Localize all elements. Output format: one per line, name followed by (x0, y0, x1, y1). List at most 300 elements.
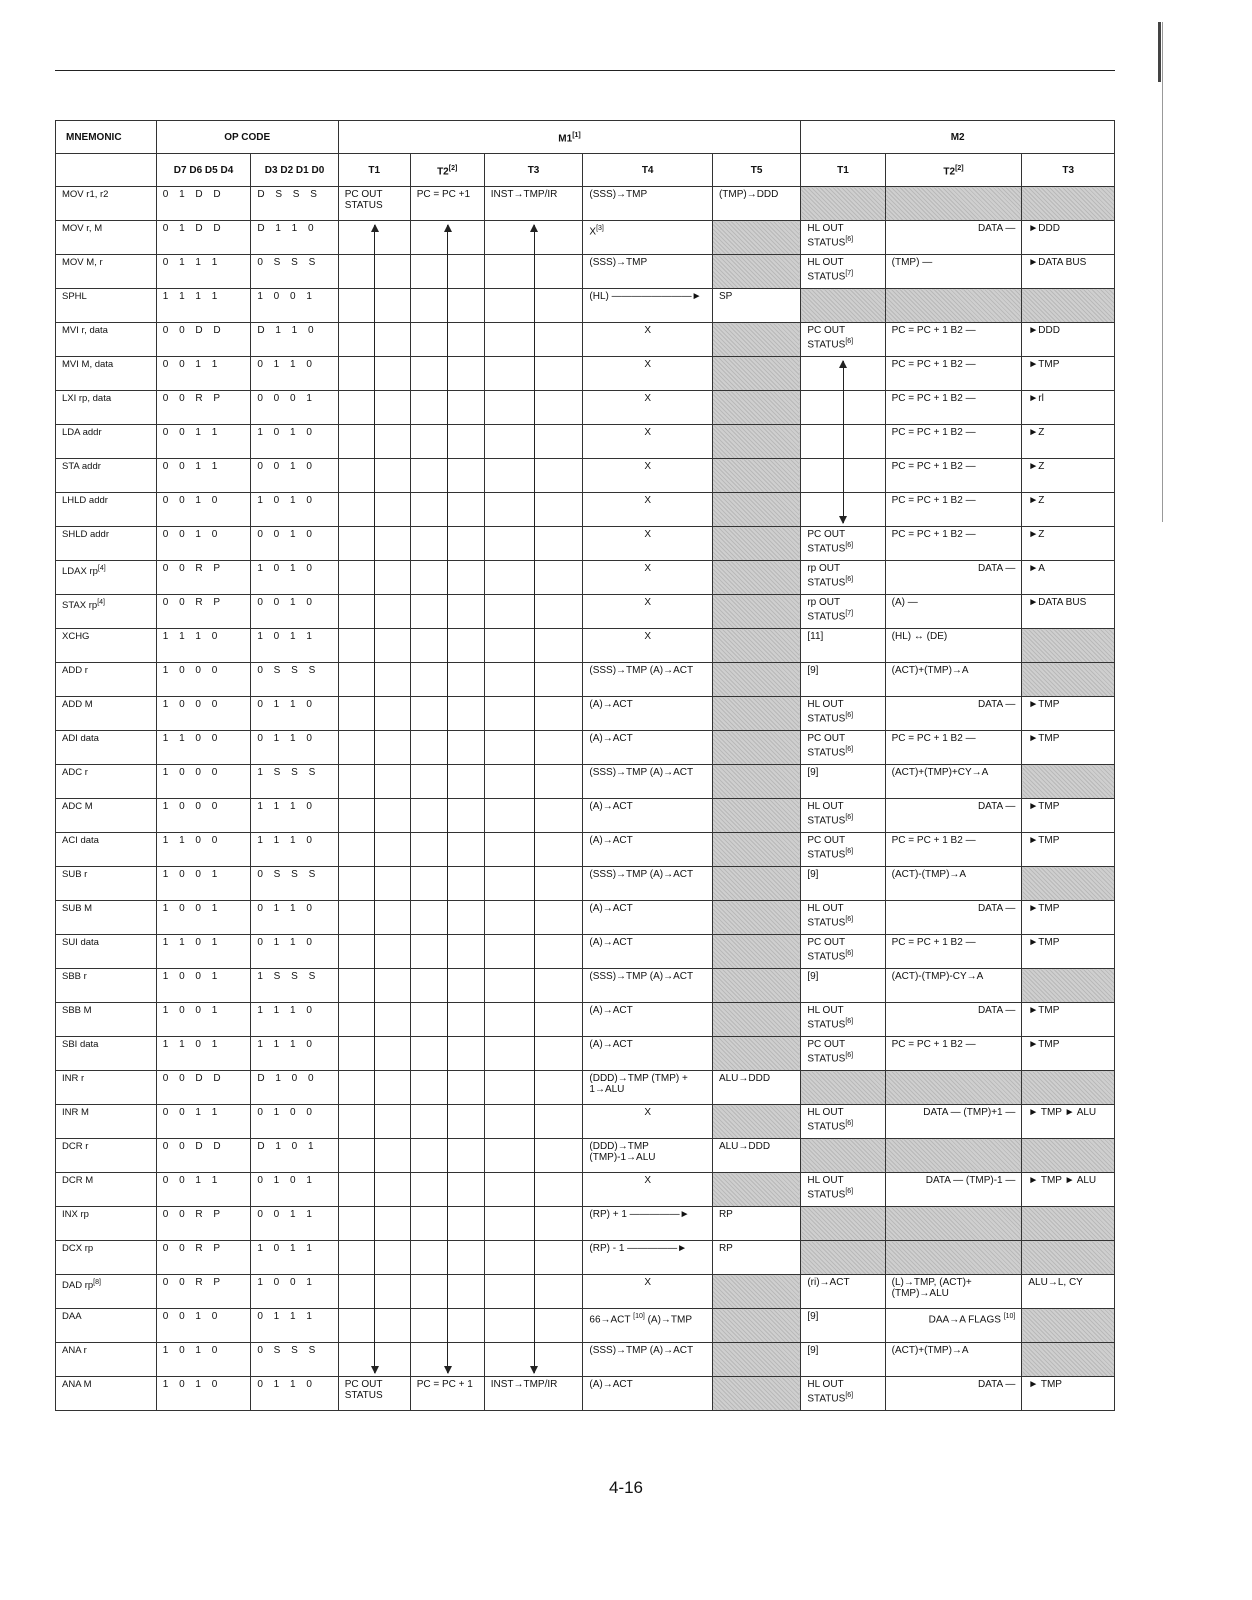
mnemonic-cell: LDAX rp[4] (56, 561, 157, 595)
m2-t3-cell: ►TMP (1022, 935, 1115, 969)
m2-t1-cell: rp OUT STATUS[7] (801, 595, 885, 629)
m2-t2-cell (885, 187, 1022, 221)
m2-t2-cell: DATA — (885, 221, 1022, 255)
table-row (56, 799, 1115, 833)
m1-t5-cell (712, 1309, 800, 1343)
table-row (56, 255, 1115, 289)
mnemonic-cell: LHLD addr (56, 493, 157, 527)
m2-t1-cell: PC OUT STATUS[6] (801, 527, 885, 561)
opcode-lo-cell: 1 0 0 1 (251, 289, 338, 323)
table-row (56, 1207, 1115, 1241)
opcode-hi-cell: 0 0 1 0 (156, 493, 251, 527)
m1-t5-cell (712, 595, 800, 629)
m2-t1-cell: HL OUT STATUS[7] (801, 255, 885, 289)
instruction-rows (56, 187, 1115, 1411)
opcode-lo-cell: D 1 0 1 (251, 1139, 338, 1173)
opcode-hi-cell: 0 0 1 1 (156, 1105, 251, 1139)
m2-header (801, 121, 1115, 154)
m1-t5-cell (712, 697, 800, 731)
table-row (56, 187, 1115, 221)
opcode-header (156, 121, 338, 154)
mnemonic-cell: STA addr (56, 459, 157, 493)
m1-t4-cell: 66→ACT [10] (A)→TMP (583, 1309, 713, 1343)
m2-t3-cell: ► TMP (1022, 1377, 1115, 1411)
table-row (56, 1139, 1115, 1173)
m1-note: [1] (572, 131, 581, 139)
m2-t1-cell: [9] (801, 867, 885, 901)
m2-t2-cell (885, 1071, 1022, 1105)
m1-t4-cell: (SSS)→TMP (583, 255, 713, 289)
m2-t3-cell (1022, 1309, 1115, 1343)
m1-t2-header (410, 154, 484, 187)
table-row (56, 391, 1115, 425)
table-row (56, 425, 1115, 459)
mnemonic-cell: ACI data (56, 833, 157, 867)
table-row (56, 867, 1115, 901)
m1-t5-header: T5 (712, 154, 800, 187)
m1-t5-cell (712, 731, 800, 765)
mnemonic-cell: SUI data (56, 935, 157, 969)
opcode-hi-cell: 0 0 R P (156, 595, 251, 629)
opcode-lo-cell: 1 0 1 0 (251, 561, 338, 595)
m1-t5-cell: ALU→DDD (712, 1139, 800, 1173)
m2-t2-note: [2] (955, 164, 964, 172)
m1-t5-cell: (TMP)→DDD (712, 187, 800, 221)
opcode-hi-cell: 1 0 0 0 (156, 799, 251, 833)
table-row (56, 731, 1115, 765)
table-row (56, 765, 1115, 799)
m2-t1-cell (801, 187, 885, 221)
table-row (56, 833, 1115, 867)
m1-t4-cell: X (583, 425, 713, 459)
m2-t3-cell: ►TMP (1022, 697, 1115, 731)
opcode-lo-cell: 0 S S S (251, 1343, 338, 1377)
mnemonic-cell: INX rp (56, 1207, 157, 1241)
opcode-lo-cell: D 1 1 0 (251, 221, 338, 255)
m1-t5-cell (712, 1275, 800, 1309)
m1-t4-cell: (A)→ACT (583, 901, 713, 935)
table-row (56, 1343, 1115, 1377)
mnemonic-cell: DCX rp (56, 1241, 157, 1275)
m1-t5-cell (712, 527, 800, 561)
m2-t1-cell: HL OUT STATUS[6] (801, 221, 885, 255)
opcode-hi-cell: 1 1 1 1 (156, 289, 251, 323)
opcode-lo-cell: 0 1 1 1 (251, 1309, 338, 1343)
mnemonic-cell: ADI data (56, 731, 157, 765)
m2-t2-cell: (ACT)+(TMP)→A (885, 1343, 1022, 1377)
m1-t4-cell: (A)→ACT (583, 697, 713, 731)
opcode-lo-cell: 0 1 0 0 (251, 1105, 338, 1139)
opcode-lo-cell: 0 1 1 0 (251, 357, 338, 391)
m2-t3-cell: ►TMP (1022, 731, 1115, 765)
opcode-lo-cell: 1 1 1 0 (251, 1037, 338, 1071)
opcode-lo-cell: 1 1 1 0 (251, 799, 338, 833)
opcode-lo-cell: 1 0 1 1 (251, 629, 338, 663)
m1-t5-cell (712, 833, 800, 867)
opcode-hi-cell: 0 0 R P (156, 391, 251, 425)
opcode-hi-cell: 1 1 0 1 (156, 935, 251, 969)
m2-t1-cell (801, 289, 885, 323)
opcode-hi-cell: 0 0 1 1 (156, 1173, 251, 1207)
m2-t1-cell: HL OUT STATUS[6] (801, 1173, 885, 1207)
opcode-hi-cell: 1 1 0 0 (156, 833, 251, 867)
table-row (56, 1003, 1115, 1037)
m1-t4-cell: (SSS)→TMP (A)→ACT (583, 969, 713, 1003)
m2-header-label: M2 (950, 131, 965, 143)
m2-t2-cell (885, 1241, 1022, 1275)
m1-t5-cell (712, 867, 800, 901)
m2-t1-cell: [9] (801, 663, 885, 697)
m1-t1-header: T1 (338, 154, 410, 187)
m2-t2-cell: DATA — (TMP)-1 — (885, 1173, 1022, 1207)
m2-t1-cell: PC OUT STATUS[6] (801, 935, 885, 969)
m2-t1-cell: rp OUT STATUS[6] (801, 561, 885, 595)
opcode-hi-cell: 1 0 0 1 (156, 901, 251, 935)
m1-t5-cell (712, 561, 800, 595)
m2-t3-cell: ►Z (1022, 527, 1115, 561)
mnemonic-cell: DCR r (56, 1139, 157, 1173)
m1-t4-cell: (DDD)→TMP (TMP) + 1→ALU (583, 1071, 713, 1105)
m2-t3-cell: ►TMP (1022, 1037, 1115, 1071)
m2-t3-cell: ►DDD (1022, 221, 1115, 255)
opcode-lo-cell: 1 1 1 0 (251, 833, 338, 867)
mnemonic-cell: MOV r1, r2 (56, 187, 157, 221)
m2-t1-cell: HL OUT STATUS[6] (801, 799, 885, 833)
mnemonic-cell: LDA addr (56, 425, 157, 459)
mnemonic-cell: INR r (56, 1071, 157, 1105)
table-row (56, 663, 1115, 697)
opcode-lo-cell: 0 S S S (251, 255, 338, 289)
m1-t4-cell: X (583, 357, 713, 391)
table-row (56, 493, 1115, 527)
m2-t1-cell: PC OUT STATUS[6] (801, 323, 885, 357)
opcode-hi-cell: 1 1 0 1 (156, 1037, 251, 1071)
mnemonic-cell: STAX rp[4] (56, 595, 157, 629)
mnemonic-cell: MOV r, M (56, 221, 157, 255)
mnemonic-cell: DAD rp[8] (56, 1275, 157, 1309)
mnemonic-cell: SBI data (56, 1037, 157, 1071)
m2-t2-cell: DATA — (885, 561, 1022, 595)
m2-t2-cell: PC = PC + 1 B2 — (885, 527, 1022, 561)
m1-t4-cell: X (583, 459, 713, 493)
mnemonic-cell: XCHG (56, 629, 157, 663)
opcode-hi-cell: 1 0 0 0 (156, 697, 251, 731)
m2-t3-cell: ►TMP (1022, 833, 1115, 867)
mnemonic-cell: INR M (56, 1105, 157, 1139)
opcode-lo-cell: 0 1 0 1 (251, 1173, 338, 1207)
m1-t3-cell: INST→TMP/IR (484, 187, 583, 221)
table-row (56, 289, 1115, 323)
m1-t5-cell (712, 935, 800, 969)
mnemonic-cell: MVI r, data (56, 323, 157, 357)
table-row (56, 1037, 1115, 1071)
m1-header-label: M1 (558, 133, 573, 145)
m2-t2-cell: DATA — (TMP)+1 — (885, 1105, 1022, 1139)
m1-t4-header: T4 (583, 154, 713, 187)
opcode-hi-cell: 1 0 0 1 (156, 969, 251, 1003)
m1-t5-cell (712, 391, 800, 425)
mnemonic-cell: ANA M (56, 1377, 157, 1411)
m2-t2-cell: PC = PC + 1 B2 — (885, 357, 1022, 391)
table-row (56, 935, 1115, 969)
m1-t2-cell: PC = PC +1 (410, 187, 484, 221)
m2-t3-cell: ►Z (1022, 459, 1115, 493)
opcode-lo-cell: 1 S S S (251, 765, 338, 799)
m2-t3-cell (1022, 663, 1115, 697)
m2-t2-cell: (HL) ↔ (DE) (885, 629, 1022, 663)
m2-t2-cell (885, 289, 1022, 323)
m1-t4-cell: X (583, 629, 713, 663)
t3-repeat-arrow (534, 225, 535, 1373)
m1-t3-cell: INST→TMP/IR (484, 1377, 583, 1411)
m1-t4-cell: (RP) - 1 —————► (583, 1241, 713, 1275)
header-rule (55, 70, 1115, 71)
m1-t4-cell: X (583, 561, 713, 595)
m1-t5-cell (712, 1343, 800, 1377)
opcode-lo-header: D3 D2 D1 D0 (251, 154, 338, 187)
opcode-lo-cell: 0 1 1 0 (251, 935, 338, 969)
m1-t5-cell: RP (712, 1207, 800, 1241)
m1-t5-cell (712, 765, 800, 799)
table-row (56, 1241, 1115, 1275)
m1-t5-cell (712, 255, 800, 289)
opcode-hi-cell: 1 0 0 0 (156, 765, 251, 799)
table-row (56, 901, 1115, 935)
opcode-hi-cell: 0 1 1 1 (156, 255, 251, 289)
m2-t2-cell: PC = PC + 1 B2 — (885, 935, 1022, 969)
m1-t5-cell (712, 221, 800, 255)
mnemonic-cell: DAA (56, 1309, 157, 1343)
opcode-lo-cell: 0 S S S (251, 663, 338, 697)
opcode-lo-cell: 0 0 1 1 (251, 1207, 338, 1241)
opcode-lo-cell: D 1 0 0 (251, 1071, 338, 1105)
m2-t3-cell: ►rl (1022, 391, 1115, 425)
m2-t3-cell: ►DATA BUS (1022, 255, 1115, 289)
m1-header (338, 121, 801, 154)
m2-t3-cell (1022, 969, 1115, 1003)
m2-t2-cell: (ACT)+(TMP)+CY→A (885, 765, 1022, 799)
m2-t3-cell: ►DATA BUS (1022, 595, 1115, 629)
m1-t5-cell (712, 1037, 800, 1071)
m2-t3-cell: ALU→L, CY (1022, 1275, 1115, 1309)
m2-t1-cell: PC OUT STATUS[6] (801, 833, 885, 867)
m1-t4-cell: X (583, 1275, 713, 1309)
m2-t3-cell: ►TMP (1022, 1003, 1115, 1037)
m2-t3-cell: ►Z (1022, 425, 1115, 459)
m1-t3-header: T3 (484, 154, 583, 187)
m1-t5-cell (712, 969, 800, 1003)
m2-t2-cell: DATA — (885, 697, 1022, 731)
opcode-lo-cell: 1 0 1 0 (251, 425, 338, 459)
opcode-lo-cell: 1 0 1 1 (251, 1241, 338, 1275)
table-row (56, 1275, 1115, 1309)
m1-t4-cell: (SSS)→TMP (A)→ACT (583, 765, 713, 799)
m2-t2-cell: (L)→TMP, (ACT)+(TMP)→ALU (885, 1275, 1022, 1309)
m1-t5-cell (712, 799, 800, 833)
m2-t3-cell (1022, 1071, 1115, 1105)
m2-t2-cell: PC = PC + 1 B2 — (885, 425, 1022, 459)
table-row (56, 459, 1115, 493)
opcode-hi-header: D7 D6 D5 D4 (156, 154, 251, 187)
blank-header (56, 154, 157, 187)
m2-t2-cell: PC = PC + 1 B2 — (885, 323, 1022, 357)
m1-t4-cell: X (583, 1105, 713, 1139)
pc-out-repeat-arrow (843, 361, 844, 523)
mnemonic-cell: ADC r (56, 765, 157, 799)
mnemonic-cell: ADD r (56, 663, 157, 697)
opcode-lo-cell: D 1 1 0 (251, 323, 338, 357)
m1-t4-cell: (RP) + 1 —————► (583, 1207, 713, 1241)
mnemonic-cell: MOV M, r (56, 255, 157, 289)
opcode-hi-cell: 0 0 1 0 (156, 1309, 251, 1343)
m2-t2-cell: DATA — (885, 1377, 1022, 1411)
m2-t3-cell (1022, 1241, 1115, 1275)
mnemonic-cell: LXI rp, data (56, 391, 157, 425)
m2-t1-cell: HL OUT STATUS[6] (801, 1377, 885, 1411)
m2-t3-cell: ► TMP ► ALU (1022, 1105, 1115, 1139)
m2-t2-cell: (A) — (885, 595, 1022, 629)
m2-t3-cell (1022, 1343, 1115, 1377)
m1-t4-cell: X (583, 323, 713, 357)
opcode-lo-cell: 0 1 1 0 (251, 731, 338, 765)
opcode-hi-cell: 0 0 R P (156, 1275, 251, 1309)
m1-t5-cell (712, 459, 800, 493)
opcode-hi-cell: 0 1 D D (156, 187, 251, 221)
page-number: 4-16 (608, 1478, 644, 1497)
opcode-lo-cell: 1 S S S (251, 969, 338, 1003)
m1-t4-cell: (A)→ACT (583, 1037, 713, 1071)
m2-t1-cell: [9] (801, 969, 885, 1003)
m1-t5-cell: ALU→DDD (712, 1071, 800, 1105)
opcode-hi-cell: 0 0 1 1 (156, 357, 251, 391)
m2-t2-label: T2 (943, 166, 956, 178)
opcode-lo-cell: 0 S S S (251, 867, 338, 901)
m2-t1-cell: (ri)→ACT (801, 1275, 885, 1309)
mnemonic-cell: SHLD addr (56, 527, 157, 561)
mnemonic-header: MNEMONIC (56, 121, 157, 154)
m2-t1-cell: HL OUT STATUS[6] (801, 901, 885, 935)
m2-t1-cell: [9] (801, 1343, 885, 1377)
opcode-hi-cell: 1 1 0 0 (156, 731, 251, 765)
opcode-hi-cell: 1 0 0 0 (156, 663, 251, 697)
opcode-lo-cell: 0 1 1 0 (251, 901, 338, 935)
m1-t5-cell (712, 425, 800, 459)
m2-t3-cell (1022, 289, 1115, 323)
m1-t5-cell (712, 493, 800, 527)
opcode-hi-cell: 0 0 D D (156, 1139, 251, 1173)
m1-t4-cell: (DDD)→TMP (TMP)-1→ALU (583, 1139, 713, 1173)
opcode-header-label: OP CODE (224, 131, 271, 143)
m1-t5-cell (712, 1105, 800, 1139)
mnemonic-cell: SUB M (56, 901, 157, 935)
mnemonic-cell: SUB r (56, 867, 157, 901)
m1-t4-cell: X (583, 493, 713, 527)
m1-t4-cell: X (583, 1173, 713, 1207)
m1-t5-cell (712, 663, 800, 697)
table-row (56, 323, 1115, 357)
m1-t4-cell: (A)→ACT (583, 1003, 713, 1037)
m2-t2-cell: PC = PC + 1 B2 — (885, 731, 1022, 765)
opcode-lo-cell: 0 0 1 0 (251, 595, 338, 629)
mnemonic-cell: SBB r (56, 969, 157, 1003)
edge-mark (1162, 22, 1163, 522)
m2-t2-cell: PC = PC + 1 B2 — (885, 833, 1022, 867)
m2-t3-header: T3 (1022, 154, 1115, 187)
mnemonic-cell: SBB M (56, 1003, 157, 1037)
m2-t2-cell: (ACT)+(TMP)→A (885, 663, 1022, 697)
m1-t4-cell: X (583, 391, 713, 425)
m2-t2-cell: (ACT)-(TMP)-CY→A (885, 969, 1022, 1003)
m1-t4-cell: (SSS)→TMP (A)→ACT (583, 867, 713, 901)
m2-t3-cell: ►DDD (1022, 323, 1115, 357)
m1-t5-cell (712, 629, 800, 663)
m2-t1-cell: HL OUT STATUS[6] (801, 697, 885, 731)
opcode-hi-cell: 0 0 D D (156, 323, 251, 357)
opcode-hi-cell: 0 0 R P (156, 1207, 251, 1241)
m2-t2-cell: PC = PC + 1 B2 — (885, 493, 1022, 527)
table-row (56, 1173, 1115, 1207)
m1-t1-cell: PC OUT STATUS (338, 187, 410, 221)
m1-t5-cell (712, 1003, 800, 1037)
m2-t2-cell: DAA→A FLAGS [10] (885, 1309, 1022, 1343)
m2-t3-cell (1022, 867, 1115, 901)
m2-t2-cell: DATA — (885, 1003, 1022, 1037)
m1-t4-cell: (A)→ACT (583, 799, 713, 833)
m2-t3-cell (1022, 629, 1115, 663)
m2-t3-cell (1022, 187, 1115, 221)
m2-t3-cell (1022, 1139, 1115, 1173)
m2-t2-cell: (TMP) — (885, 255, 1022, 289)
m2-t2-cell: (ACT)-(TMP)→A (885, 867, 1022, 901)
table-row (56, 1071, 1115, 1105)
opcode-hi-cell: 0 0 1 1 (156, 459, 251, 493)
m1-t4-cell: (HL) ————————► (583, 289, 713, 323)
table-row (56, 357, 1115, 391)
opcode-hi-cell: 1 0 1 0 (156, 1377, 251, 1411)
m1-t5-cell: RP (712, 1241, 800, 1275)
mnemonic-cell: ADD M (56, 697, 157, 731)
m2-t1-cell: HL OUT STATUS[6] (801, 1105, 885, 1139)
opcode-lo-cell: 1 1 1 0 (251, 1003, 338, 1037)
m2-t1-cell (801, 1139, 885, 1173)
mnemonic-cell: DCR M (56, 1173, 157, 1207)
opcode-lo-cell: D S S S (251, 187, 338, 221)
opcode-hi-cell: 1 0 0 1 (156, 1003, 251, 1037)
t2-repeat-arrow (447, 225, 448, 1373)
m2-t1-cell (801, 1207, 885, 1241)
mnemonic-cell: MVI M, data (56, 357, 157, 391)
table-row (56, 595, 1115, 629)
t1-repeat-arrow (374, 225, 375, 1373)
mnemonic-cell: ADC M (56, 799, 157, 833)
m2-t1-cell: [11] (801, 629, 885, 663)
m1-t4-cell: (A)→ACT (583, 833, 713, 867)
m1-t4-cell: X (583, 527, 713, 561)
edge-mark-dark (1158, 22, 1161, 82)
m2-t2-cell: PC = PC + 1 B2 — (885, 1037, 1022, 1071)
table-row (56, 1105, 1115, 1139)
opcode-hi-cell: 0 1 D D (156, 221, 251, 255)
m2-t3-cell: ►TMP (1022, 357, 1115, 391)
m1-t5-cell (712, 357, 800, 391)
m1-t4-cell: (SSS)→TMP (A)→ACT (583, 1343, 713, 1377)
m1-t5-cell (712, 1377, 800, 1411)
mnemonic-cell: SPHL (56, 289, 157, 323)
m2-t3-cell: ►A (1022, 561, 1115, 595)
opcode-lo-cell: 0 1 1 0 (251, 1377, 338, 1411)
m1-t1-cell: PC OUT STATUS (338, 1377, 410, 1411)
opcode-hi-cell: 0 0 R P (156, 561, 251, 595)
